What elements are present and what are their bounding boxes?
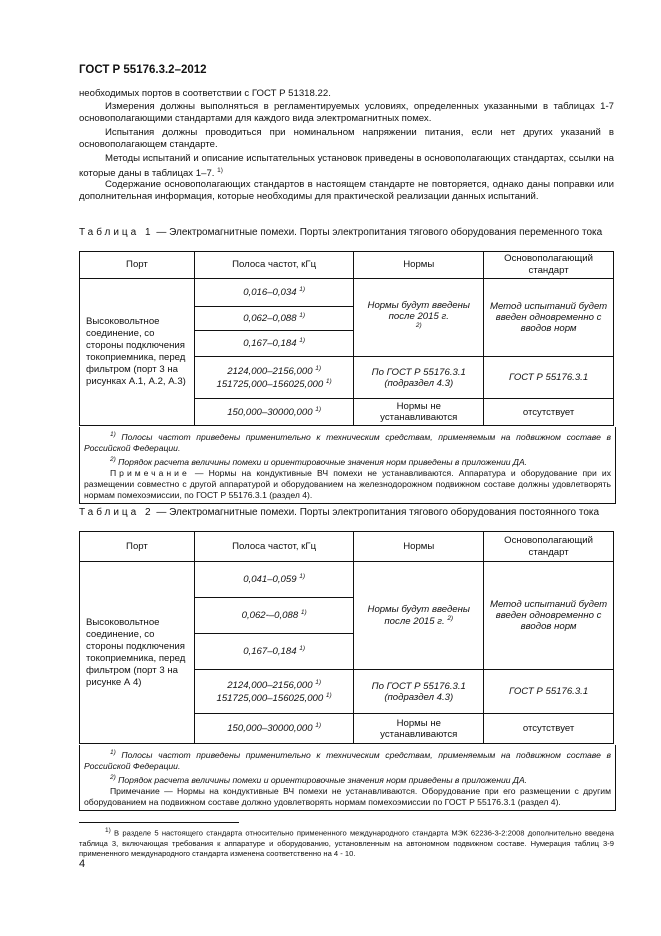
table2-note-1: $^{1)}$ Полосы частот приведены применительно к техническим средствам, применяемым на подвижном составе в Российской Федерации. xyxy=(84,749,611,771)
table2-caption: Таблица 2 — Электромагнитные помехи. Порты электропитания тягового оборудования постоянного тока xyxy=(79,507,600,518)
table2-note-2: $^{2)}$ Порядок расчета величины помехи и ориентировочные значения норм приведены в приложении ДА. xyxy=(110,773,528,785)
paragraph-1: необходимых портов в соответствии с ГОСТ Р 51318.22. xyxy=(79,88,331,99)
footnote-divider xyxy=(79,822,239,823)
table2-header-port: Порт xyxy=(80,532,195,562)
table2-band-4: 2124,000–2156,000 $^{1)}$ 151725,000–156025,000 $^{1)}$ xyxy=(194,670,354,714)
table1-note-main: Примечание — Нормы на кондуктивные ВЧ помехи не устанавливаются. Аппаратура и оборудование при их размещении совместно с другой аппаратурой и оборудованием на железнодорожном подвижном составе должны удовлетворять нормам помехоэмиссии, по ГОСТ Р 55176.3.1 (раздел 4). xyxy=(84,467,611,500)
table1-header-band: Полоса частот, кГц xyxy=(194,252,354,279)
paragraph-3: Испытания должны проводиться при номинальном напряжении питания, если нет других указаний в основополагающем стандарте. xyxy=(79,127,614,150)
table1-header-norms: Нормы xyxy=(354,252,484,279)
table2-band-2: 0,062-–0,088 $^{1)}$ xyxy=(194,598,354,634)
table1 xyxy=(79,251,614,426)
table1-method-group3: отсутствует xyxy=(484,399,614,426)
table2-header-band: Полоса частот, кГц xyxy=(194,532,354,562)
table1-band-5: 150,000–30000,000 $^{1)}$ xyxy=(194,399,354,426)
paragraph-4: Методы испытаний и описание испытательных установок приведены в основополагающих стандартах, ссылки на которые даны в таблицах 1–7. $^{1)}$ xyxy=(79,153,614,180)
table1-header-port: Порт xyxy=(80,252,195,279)
table1-norm-group3: Нормы не устанавливаются xyxy=(354,399,484,426)
table2-band-1: 0,041–0,059 $^{1)}$ xyxy=(194,562,354,598)
table1-caption: Таблица 1 — Электромагнитные помехи. Порты электропитания тягового оборудования переменного тока xyxy=(79,227,603,238)
table2-method-group1: Метод испытаний будет введен одновременно с вводов норм xyxy=(484,562,614,670)
table1-note-1: $^{1)}$ Полосы частот приведены применительно к техническим средствам, применяемым на подвижном составе в Российской Федерации. xyxy=(84,431,611,453)
table1-note-2: $^{2)}$ Порядок расчета величины помехи и ориентировочные значения норм приведены в приложении ДА. xyxy=(110,455,528,467)
table1-norm-group1: Нормы будут введены после 2015 г. $^{2)}$ xyxy=(354,279,484,357)
table2-port: Высоковольтное соединение, со стороны подключения токоприемника, перед фильтром (порт 3 на рисунке А 4) xyxy=(80,562,195,744)
table1-port: Высоковольтное соединение, со стороны подключения токоприемника, перед фильтром (порт 3 на рисунках А.1, А.2, А.3) xyxy=(80,279,195,426)
footnote: $^{1)}$ В разделе 5 настоящего стандарта относительно примененного международного стандарта МЭК 62236-3-2:2008 дополнительно введена таблица 3, включающая требования к аппаратуре и оборудованию, установленным на автономном подвижном составе. Нумерация таблиц 3-9 примененного международного стандарта изменена соответственно на 4 - 10. xyxy=(79,827,614,858)
table2-note-main: Примечание — Нормы на кондуктивные ВЧ помехи не устанавливаются. Оборудование при его размещении с другим оборудованием на подвижном составе должно удовлетворять нормам помехоэмиссии по ГОСТ Р 55176.3.1 (раздел 4). xyxy=(84,785,611,807)
table1-method-group2: ГОСТ Р 55176.3.1 xyxy=(484,357,614,399)
table1-notes xyxy=(79,427,616,504)
table1-band-2: 0,062–0,088 $^{1)}$ xyxy=(194,307,354,331)
table2-header-standard: Основополагающий стандарт xyxy=(484,532,614,562)
table2-band-3: 0,167–0,184 $^{1)}$ xyxy=(194,634,354,670)
page-number: 4 xyxy=(79,858,86,870)
document-header: ГОСТ Р 55176.3.2–2012 xyxy=(79,64,207,76)
table2-norm-group1: Нормы будут введены после 2015 г. $^{2)}$ xyxy=(354,562,484,670)
table2-method-group2: ГОСТ Р 55176.3.1 xyxy=(484,670,614,714)
table1-header-standard: Основополагающий стандарт xyxy=(484,252,614,279)
table1-norm-group2: По ГОСТ Р 55176.3.1 (подраздел 4.3) xyxy=(354,357,484,399)
table2-header-norms: Нормы xyxy=(354,532,484,562)
table2-norm-group2: По ГОСТ Р 55176.3.1 (подраздел 4.3) xyxy=(354,670,484,714)
table2-band-5: 150,000–30000,000 $^{1)}$ xyxy=(194,714,354,744)
table2-notes xyxy=(79,745,616,811)
table2 xyxy=(79,531,614,744)
table1-band-4: 2124,000–2156,000 $^{1)}$ 151725,000–156025,000 $^{1)}$ xyxy=(194,357,354,399)
paragraph-5: Содержание основополагающих стандартов в настоящем стандарте не повторяется, однако даны поправки или дополнительная информация, которые необходимы для практической реализации данных испытаний. xyxy=(79,179,614,202)
table1-band-3: 0,167–0,184 $^{1)}$ xyxy=(194,331,354,357)
table2-norm-group3: Нормы не устанавливаются xyxy=(354,714,484,744)
table1-method-group1: Метод испытаний будет введен одновременно с вводов норм xyxy=(484,279,614,357)
table1-band-1: 0,016–0,034 $^{1)}$ xyxy=(194,279,354,307)
paragraph-2: Измерения должны выполняться в регламентируемых условиях, определенных указанными в таблицах 1-7 основополагающими стандартами для каждого вида электромагнитных помех. xyxy=(79,101,614,124)
table2-method-group3: отсутствует xyxy=(484,714,614,744)
